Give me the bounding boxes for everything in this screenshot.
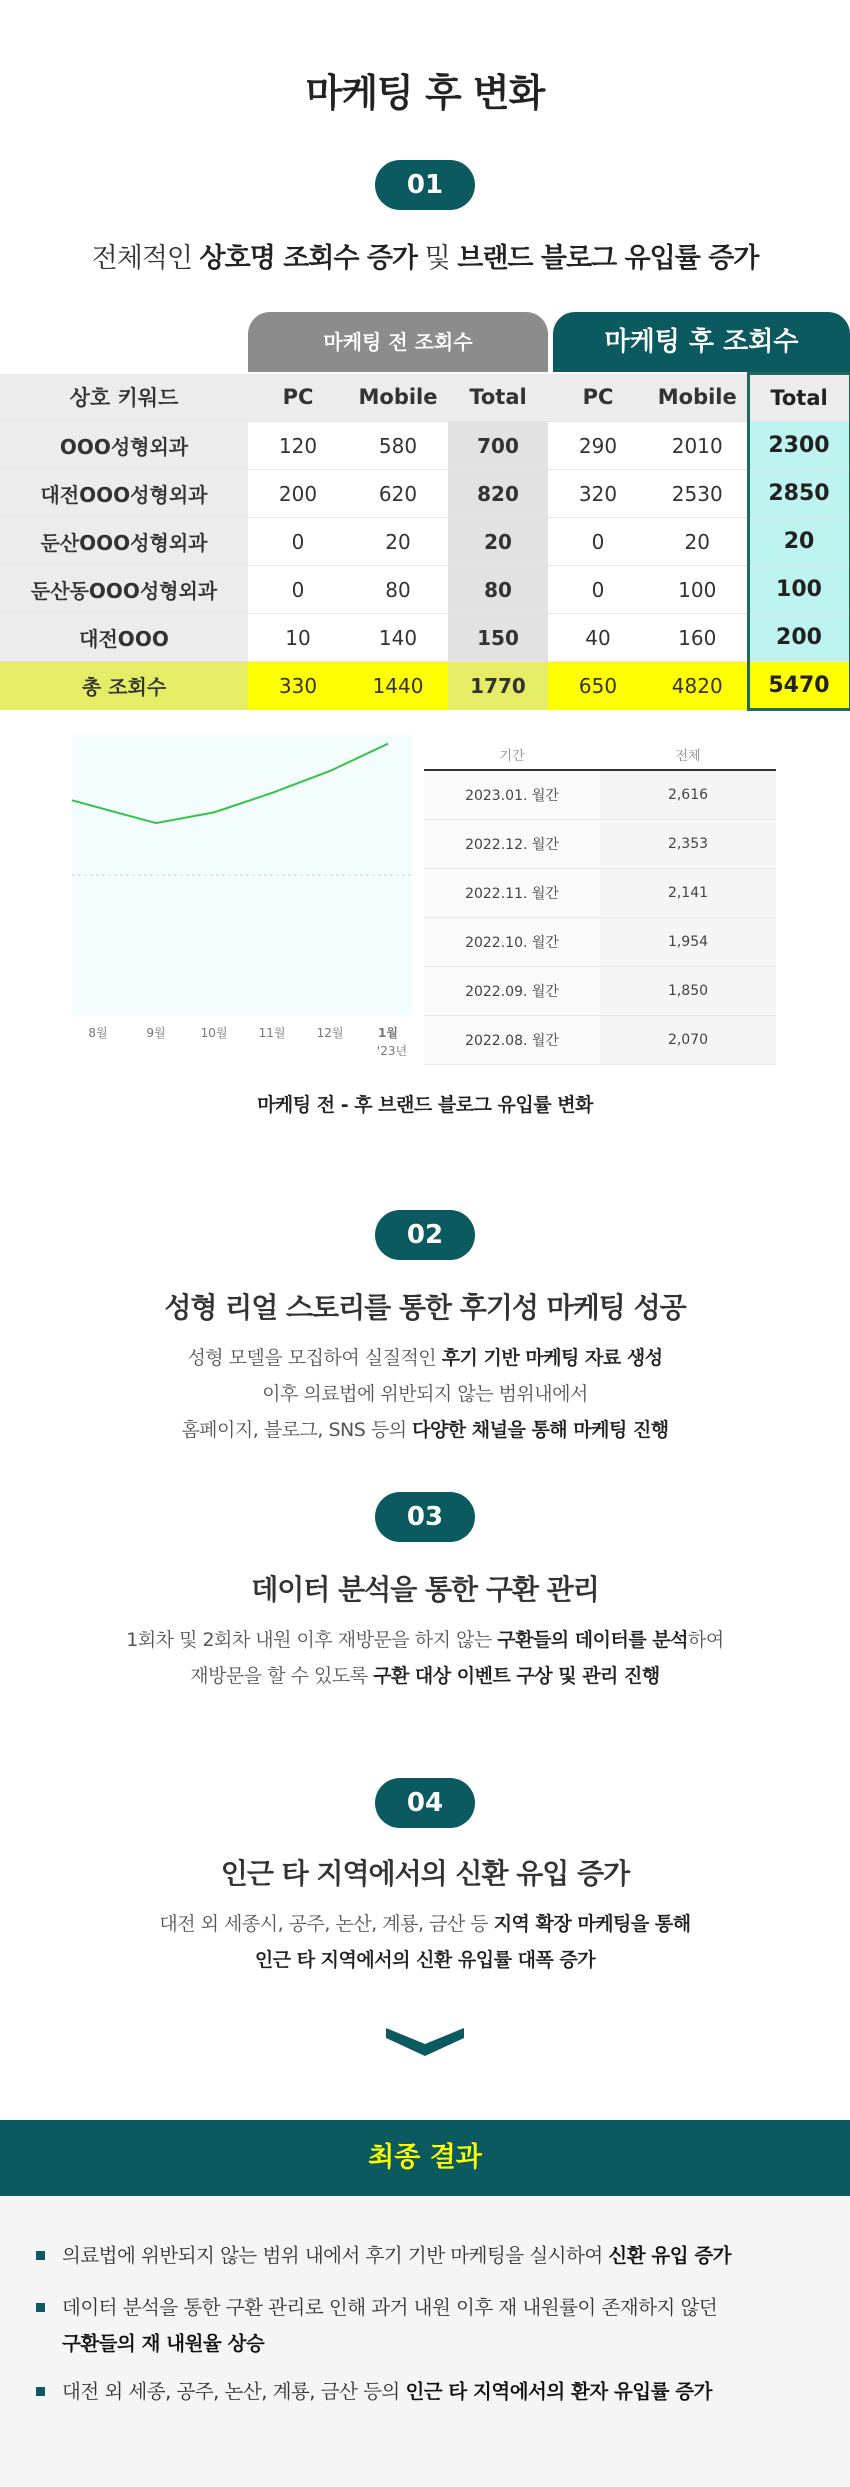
heading-bold: 상호명 조회수 증가 bbox=[199, 243, 418, 274]
table-cell: 2010 bbox=[648, 422, 748, 470]
section-number-badge: 01 bbox=[375, 160, 475, 210]
table-row bbox=[424, 868, 776, 917]
table-row bbox=[0, 614, 850, 662]
series-line bbox=[72, 744, 388, 823]
table-cell: 4820 bbox=[648, 662, 748, 710]
column-header: 기간 bbox=[424, 740, 600, 770]
table-row bbox=[424, 1015, 776, 1064]
square-bullet-icon bbox=[36, 2251, 45, 2260]
section-number-badge: 02 bbox=[375, 1210, 475, 1260]
table-cell: 2022.10. 월간 bbox=[424, 917, 600, 966]
table-cell: 80 bbox=[448, 566, 548, 614]
table-cell: 100 bbox=[748, 566, 850, 614]
table-row bbox=[424, 917, 776, 966]
bullet-bold: 구환들의 재 내원율 상승 bbox=[62, 2332, 265, 2355]
table-cell: 140 bbox=[348, 614, 448, 662]
column-header: Mobile bbox=[648, 374, 748, 422]
table-row bbox=[0, 518, 850, 566]
bullet-text: 대전 외 세종, 공주, 논산, 계룡, 금산 등의 bbox=[62, 2380, 406, 2403]
desc-line bbox=[0, 1412, 850, 1448]
heading-bold: 브랜드 블로그 유입률 증가 bbox=[457, 243, 759, 274]
desc-bold: 인근 타 지역에서의 신환 유입률 대폭 증가 bbox=[254, 1949, 596, 1971]
table-cell: 2530 bbox=[648, 470, 748, 518]
table-row bbox=[424, 966, 776, 1015]
desc-bold: 지역 확장 마케팅을 통해 bbox=[493, 1913, 691, 1935]
x-tick-label: 1월 bbox=[378, 1026, 398, 1040]
table-cell: 1,954 bbox=[600, 917, 776, 966]
result-bullet bbox=[36, 2290, 826, 2362]
table-cell: 160 bbox=[648, 614, 748, 662]
column-header: 상호 키워드 bbox=[0, 374, 248, 422]
chart-caption: 마케팅 전 - 후 브랜드 블로그 유입률 변화 bbox=[257, 1094, 593, 1116]
table-row bbox=[424, 819, 776, 868]
desc-line bbox=[0, 1622, 850, 1658]
x-sublabel: '23년 bbox=[376, 1044, 408, 1058]
table-cell: 대전OOO bbox=[0, 614, 248, 662]
table-cell: 2022.11. 월간 bbox=[424, 868, 600, 917]
table-cell: 20 bbox=[748, 518, 850, 566]
table-cell: 10 bbox=[248, 614, 348, 662]
desc-text: 하여 bbox=[688, 1629, 724, 1651]
table-cell: 대전OOO성형외과 bbox=[0, 470, 248, 518]
table-cell: 2,353 bbox=[600, 819, 776, 868]
column-header: Mobile bbox=[348, 374, 448, 422]
table-row bbox=[424, 770, 776, 819]
desc-bold: 구환 대상 이벤트 구상 및 관리 진행 bbox=[373, 1665, 660, 1687]
section-heading bbox=[0, 236, 850, 275]
desc-line bbox=[0, 1340, 850, 1376]
mini-table-header bbox=[424, 740, 776, 770]
table-cell: 330 bbox=[248, 662, 348, 710]
table-cell: 40 bbox=[548, 614, 648, 662]
table-cell: OOO성형외과 bbox=[0, 422, 248, 470]
table-cell: 20 bbox=[648, 518, 748, 566]
table-cell: 0 bbox=[248, 566, 348, 614]
section-number-badge: 03 bbox=[375, 1492, 475, 1542]
table-cell: 20 bbox=[348, 518, 448, 566]
desc-line bbox=[0, 1942, 850, 1978]
desc-text: 성형 모델을 모집하여 실질적인 bbox=[187, 1347, 442, 1369]
table-cell: 2850 bbox=[748, 470, 850, 518]
table-cell: 2023.01. 월간 bbox=[424, 770, 600, 819]
desc-bold: 다양한 채널을 통해 마케팅 진행 bbox=[412, 1419, 669, 1441]
table-cell: 0 bbox=[248, 518, 348, 566]
bullet-text: 데이터 분석을 통한 구환 관리로 인해 과거 내원 이후 재 내원률이 존재하지 않던 bbox=[62, 2296, 718, 2319]
section-title: 데이터 분석을 통한 구환 관리 bbox=[251, 1573, 599, 1606]
keyword-stats-table bbox=[0, 372, 850, 711]
desc-text: 1회차 및 2회차 내원 이후 재방문을 하지 않는 bbox=[126, 1629, 498, 1651]
square-bullet-icon bbox=[36, 2303, 45, 2312]
table-cell: 총 조회수 bbox=[0, 662, 248, 710]
table-cell: 80 bbox=[348, 566, 448, 614]
result-bullet bbox=[36, 2238, 826, 2274]
heading-text: 전체적인 bbox=[91, 243, 200, 274]
table-cell: 0 bbox=[548, 566, 648, 614]
x-tick-label: 9월 bbox=[146, 1026, 166, 1040]
desc-line: 이후 의료법에 위반되지 않는 범위내에서 bbox=[262, 1383, 588, 1405]
table-cell: 2,070 bbox=[600, 1015, 776, 1064]
square-bullet-icon bbox=[36, 2387, 45, 2396]
table-cell: 둔산동OOO성형외과 bbox=[0, 566, 248, 614]
table-cell: 290 bbox=[548, 422, 648, 470]
table-cell: 820 bbox=[448, 470, 548, 518]
column-header: PC bbox=[248, 374, 348, 422]
bullet-bold: 인근 타 지역에서의 환자 유입률 증가 bbox=[405, 2380, 712, 2403]
table-row bbox=[0, 566, 850, 614]
table-cell: 2022.08. 월간 bbox=[424, 1015, 600, 1064]
section-title: 성형 리얼 스토리를 통한 후기성 마케팅 성공 bbox=[164, 1291, 686, 1324]
table-cell: 650 bbox=[548, 662, 648, 710]
group-header-after: 마케팅 후 조회수 bbox=[553, 312, 850, 372]
table-header-row bbox=[0, 374, 850, 422]
section-description bbox=[0, 1906, 850, 1978]
section-description bbox=[0, 1340, 850, 1448]
table-cell: 0 bbox=[548, 518, 648, 566]
desc-text: 대전 외 세종시, 공주, 논산, 계룡, 금산 등 bbox=[159, 1913, 494, 1935]
column-header: 전체 bbox=[600, 740, 776, 770]
column-header: Total bbox=[748, 374, 850, 422]
desc-bold: 후기 기반 마케팅 자료 생성 bbox=[441, 1347, 663, 1369]
blog-inflow-line-chart bbox=[60, 725, 420, 1065]
table-cell: 120 bbox=[248, 422, 348, 470]
section-description bbox=[0, 1622, 850, 1694]
x-tick-label: 8월 bbox=[88, 1026, 108, 1040]
table-cell: 150 bbox=[448, 614, 548, 662]
table-cell: 700 bbox=[448, 422, 548, 470]
desc-text: 재방문을 할 수 있도록 bbox=[190, 1665, 374, 1687]
table-cell: 200 bbox=[748, 614, 850, 662]
table-cell: 200 bbox=[248, 470, 348, 518]
desc-bold: 구환들의 데이터를 분석 bbox=[497, 1629, 689, 1651]
x-tick-label: 11월 bbox=[258, 1026, 286, 1040]
x-tick-label: 12월 bbox=[316, 1026, 344, 1040]
bullet-text: 의료법에 위반되지 않는 범위 내에서 후기 기반 마케팅을 실시하여 bbox=[62, 2244, 609, 2267]
table-cell: 2,616 bbox=[600, 770, 776, 819]
table-row bbox=[0, 422, 850, 470]
table-sum-row bbox=[0, 662, 850, 710]
monthly-data-table bbox=[424, 740, 776, 1065]
table-cell: 320 bbox=[548, 470, 648, 518]
table-row bbox=[0, 470, 850, 518]
column-header: Total bbox=[448, 374, 548, 422]
table-cell: 1770 bbox=[448, 662, 548, 710]
section-title: 인근 타 지역에서의 신환 유입 증가 bbox=[220, 1857, 630, 1890]
table-cell: 2022.12. 월간 bbox=[424, 819, 600, 868]
desc-line bbox=[0, 1658, 850, 1694]
desc-text: 홈페이지, 블로그, SNS 등의 bbox=[181, 1419, 413, 1441]
table-cell: 100 bbox=[648, 566, 748, 614]
final-result-title: 최종 결과 bbox=[0, 2120, 850, 2196]
table-cell: 2022.09. 월간 bbox=[424, 966, 600, 1015]
section-number-badge: 04 bbox=[375, 1778, 475, 1828]
group-header-before: 마케팅 전 조회수 bbox=[248, 312, 548, 372]
table-cell: 2300 bbox=[748, 422, 850, 470]
chevron-down-icon bbox=[386, 2022, 464, 2056]
result-bullet bbox=[36, 2374, 826, 2410]
desc-line bbox=[0, 1906, 850, 1942]
table-cell: 620 bbox=[348, 470, 448, 518]
table-cell: 580 bbox=[348, 422, 448, 470]
table-cell: 20 bbox=[448, 518, 548, 566]
bullet-bold: 신환 유입 증가 bbox=[608, 2244, 731, 2267]
table-cell: 1440 bbox=[348, 662, 448, 710]
column-header: PC bbox=[548, 374, 648, 422]
heading-text: 및 bbox=[417, 243, 458, 274]
page-title: 마케팅 후 변화 bbox=[305, 71, 545, 115]
table-cell: 둔산OOO성형외과 bbox=[0, 518, 248, 566]
x-tick-label: 10월 bbox=[200, 1026, 228, 1040]
table-cell: 2,141 bbox=[600, 868, 776, 917]
table-cell: 5470 bbox=[748, 662, 850, 710]
table-cell: 1,850 bbox=[600, 966, 776, 1015]
